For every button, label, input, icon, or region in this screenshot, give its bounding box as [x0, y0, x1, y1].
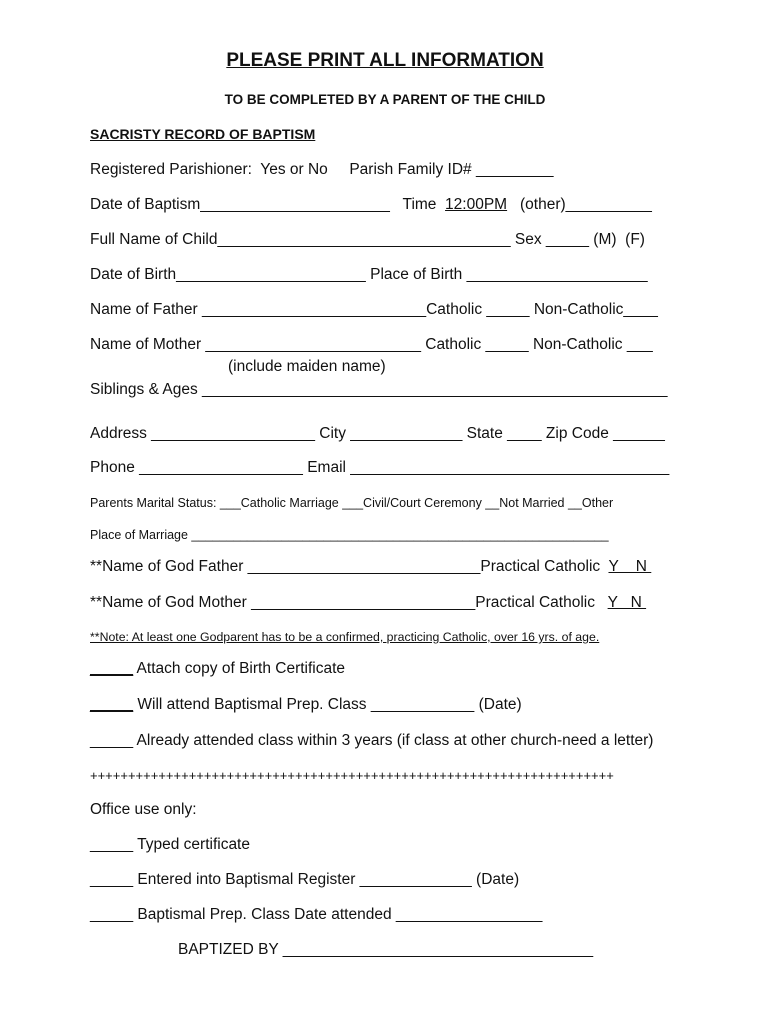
baptism-date-label: Date of Baptism______________________ Time — [90, 196, 446, 213]
marital-status-line[interactable]: Parents Marital Status: ___Catholic Marriage ___Civil/Court Ceremony __Not Married __Other — [90, 496, 614, 510]
parishioner-line[interactable]: Registered Parishioner: Yes or No Parish Family ID# _________ — [90, 161, 554, 178]
godfather-label: **Name of God Father ___________________________Practical Catholic — [90, 558, 609, 575]
birth-certificate-line[interactable] — [90, 660, 345, 678]
section-heading: SACRISTY RECORD OF BAPTISM — [90, 126, 316, 142]
birth-line[interactable]: Date of Birth______________________ Place of Birth _____________________ — [90, 266, 648, 283]
mother-maiden-note: (include maiden name) — [228, 358, 386, 375]
baptism-time-value: 12:00PM — [445, 196, 508, 213]
typed-certificate-line[interactable]: _____ Typed certificate — [90, 836, 250, 853]
birth-certificate-blank[interactable]: _____ — [90, 660, 134, 677]
baptism-date-line[interactable] — [90, 196, 652, 214]
address-line[interactable]: Address ___________________ City _____________ State ____ Zip Code ______ — [90, 425, 665, 442]
child-name-line[interactable]: Full Name of Child__________________________________ Sex _____ (M) (F) — [90, 231, 645, 248]
office-use-heading: Office use only: — [90, 801, 197, 818]
baptized-by-line[interactable]: BAPTIZED BY ____________________________________ — [178, 941, 594, 958]
marriage-place-line[interactable]: Place of Marriage ____________________________________________________________ — [90, 528, 609, 542]
form-subtitle: TO BE COMPLETED BY A PARENT OF THE CHILD — [224, 92, 546, 107]
register-line[interactable]: _____ Entered into Baptismal Register _____________ (Date) — [90, 871, 520, 888]
prep-class-line[interactable] — [90, 696, 522, 714]
godmother-yn[interactable]: Y N — [607, 594, 647, 611]
godparent-note: **Note: At least one Godparent has to be a confirmed, practicing Catholic, over 16 yrs. of age. — [90, 630, 600, 644]
prep-class-label: Will attend Baptismal Prep. Class ____________ (Date) — [133, 696, 522, 713]
prep-date-line[interactable]: _____ Baptismal Prep. Class Date attended _________________ — [90, 906, 543, 923]
godmother-label: **Name of God Mother __________________________Practical Catholic — [90, 594, 608, 611]
mother-line[interactable]: Name of Mother _________________________ Catholic _____ Non-Catholic ___ — [90, 336, 653, 353]
divider: +++++++++++++++++++++++++++++++++++++++++++++++++++++++++++++++++++++ — [90, 768, 614, 783]
form-title: PLEASE PRINT ALL INFORMATION — [226, 50, 544, 71]
phone-line[interactable]: Phone ___________________ Email _____________________________________ — [90, 459, 670, 476]
godfather-yn[interactable]: Y N — [608, 558, 652, 575]
attended-class-line[interactable]: _____ Already attended class within 3 years (if class at other church-need a letter) — [90, 732, 654, 749]
baptism-time-other: (other)__________ — [507, 196, 652, 213]
siblings-line[interactable]: Siblings & Ages ______________________________________________________ — [90, 381, 668, 398]
father-line[interactable]: Name of Father __________________________Catholic _____ Non-Catholic____ — [90, 301, 658, 318]
prep-class-blank[interactable]: _____ — [90, 696, 134, 713]
godmother-line[interactable] — [90, 594, 646, 612]
godfather-line[interactable] — [90, 558, 651, 576]
birth-certificate-label: Attach copy of Birth Certificate — [133, 660, 346, 677]
